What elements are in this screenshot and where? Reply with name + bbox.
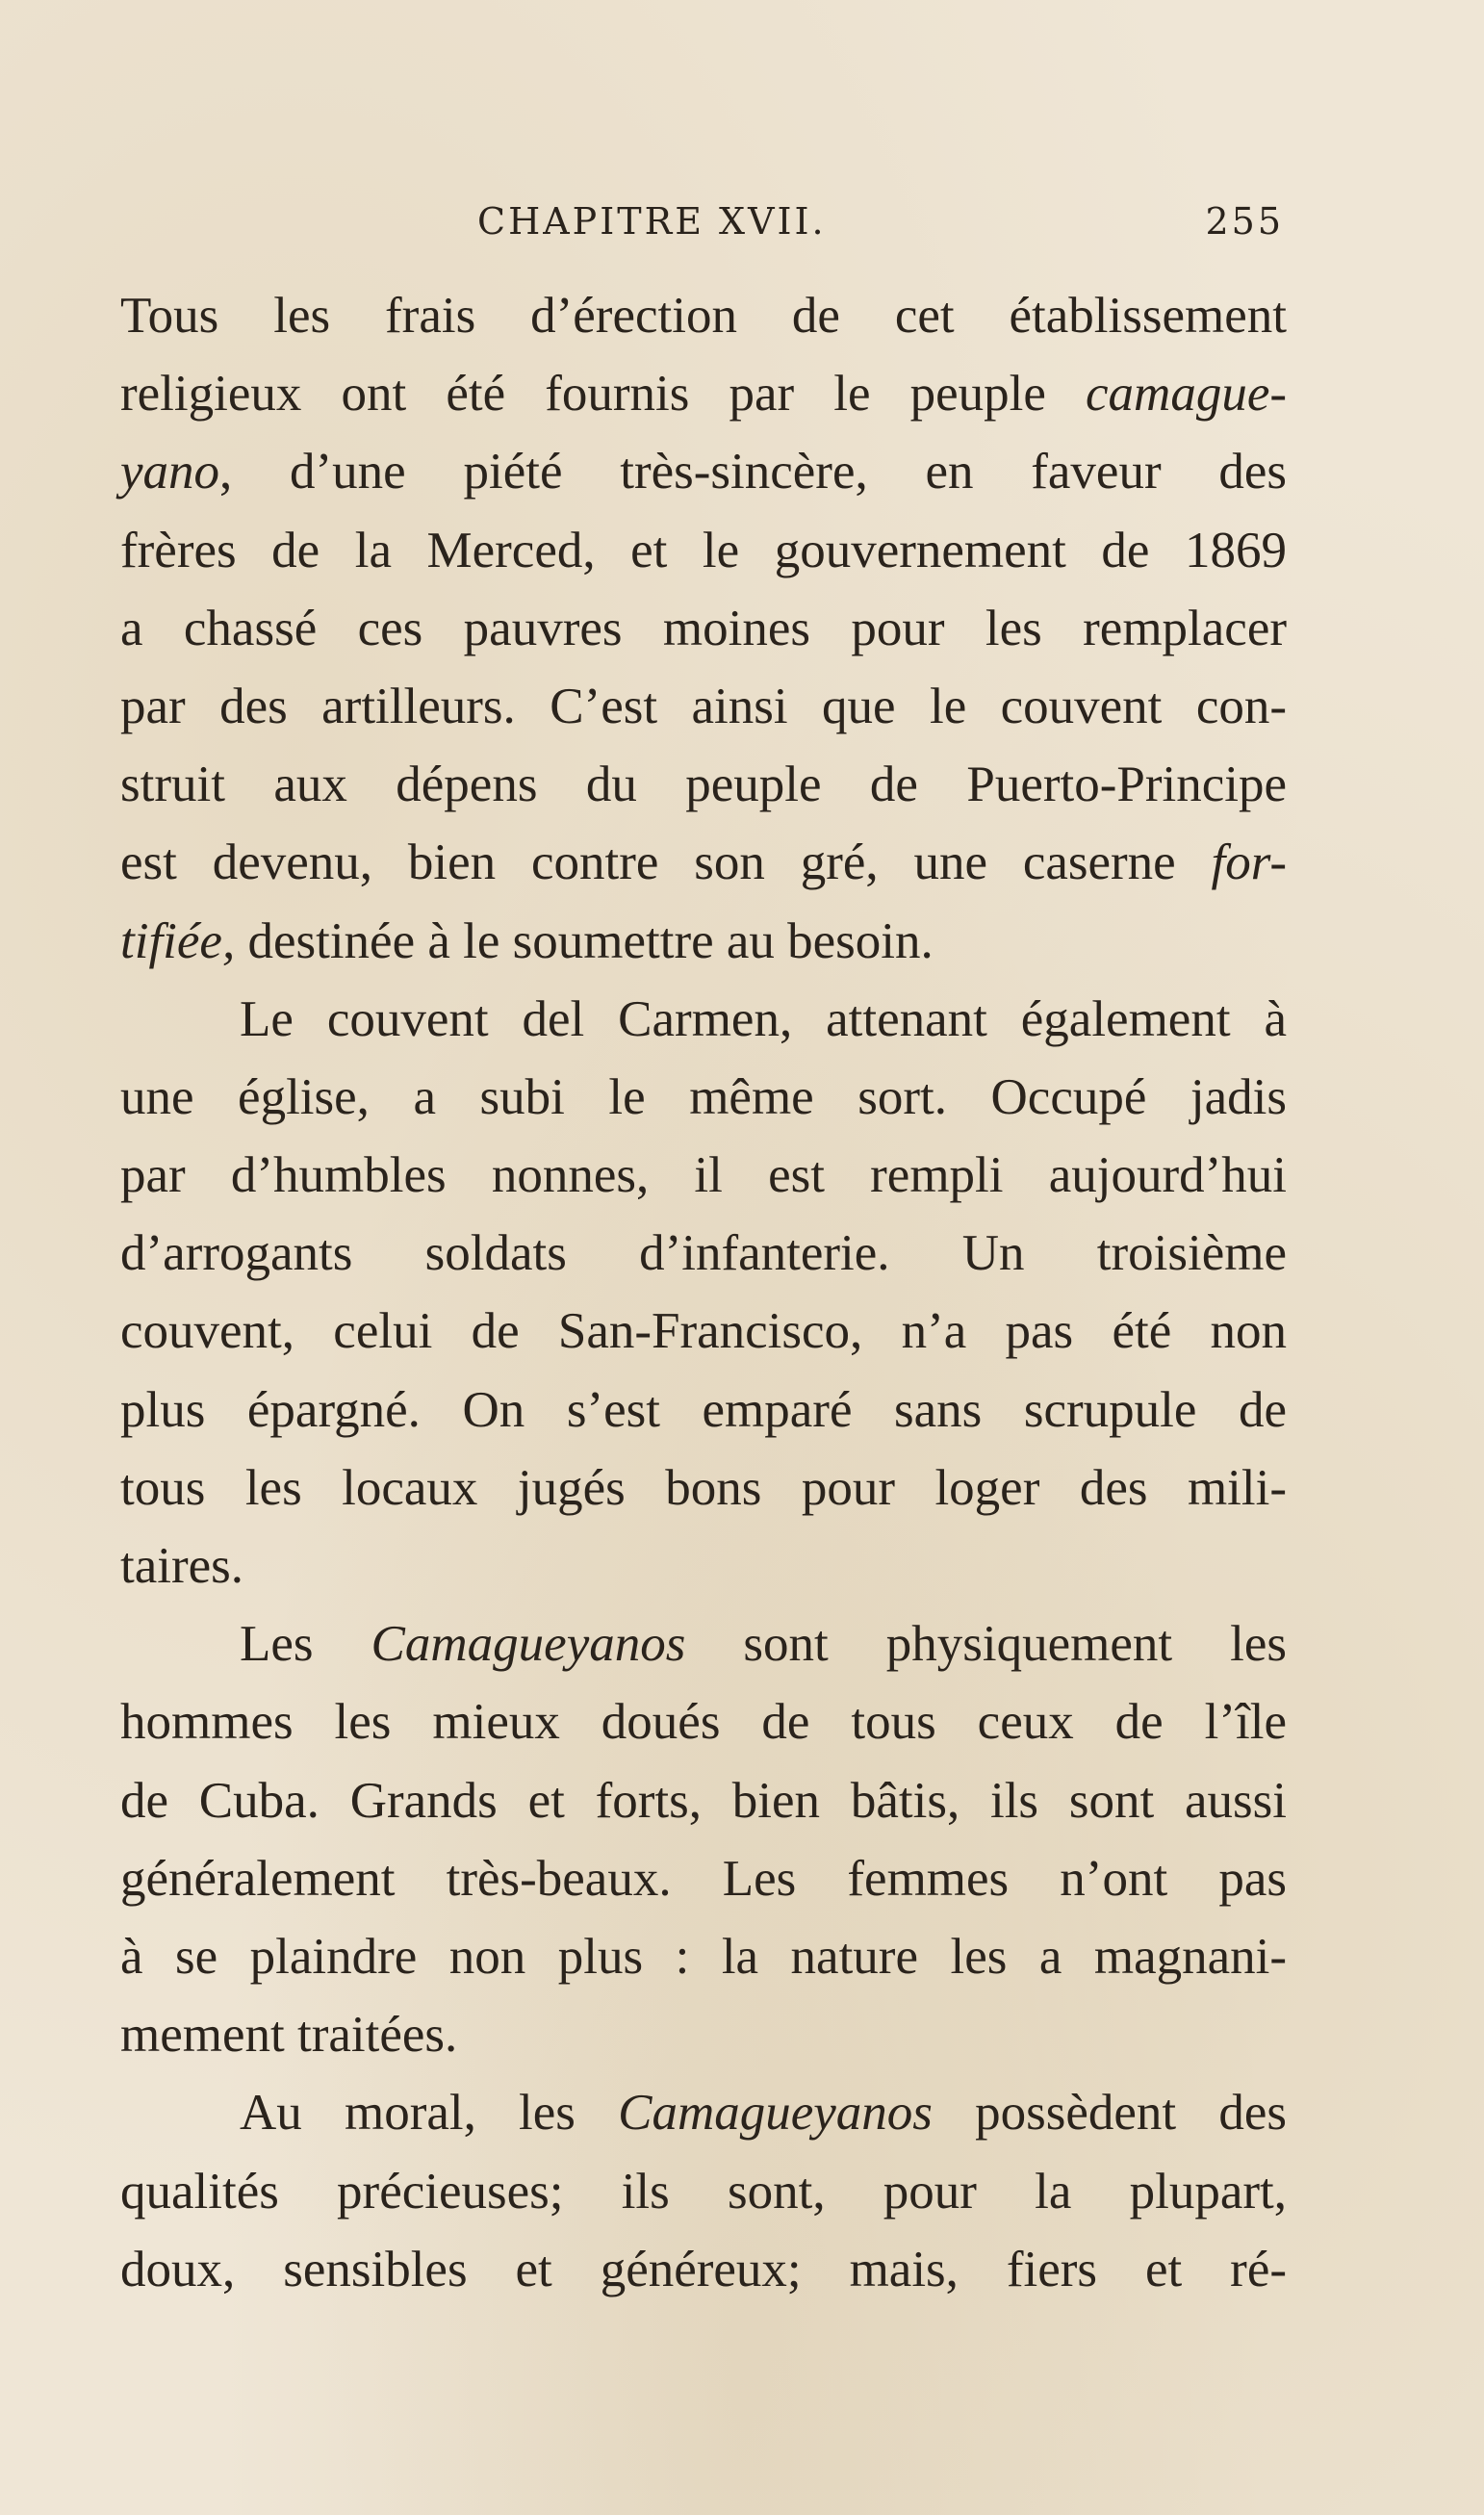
text-run: possèdent des xyxy=(932,2085,1287,2142)
text-line xyxy=(120,1372,1287,1450)
text-run: Les xyxy=(240,1616,371,1673)
text-line xyxy=(120,512,1287,590)
text-line xyxy=(120,1137,1287,1215)
text-run: a chassé ces pauvres moines pour les remplacer xyxy=(120,600,1287,656)
text-run: Au moral, les xyxy=(240,2085,619,2142)
text-line xyxy=(120,1527,1287,1605)
text-run: plus épargné. On s’est emparé sans scrupule de xyxy=(120,1381,1287,1438)
text-run: qualités précieuses; ils sont, pour la plupart, xyxy=(120,2163,1287,2220)
text-run: à se plaindre non plus : la nature les a magnani- xyxy=(120,1928,1287,1985)
text-run: taires. xyxy=(120,1538,244,1594)
text-line xyxy=(120,746,1287,824)
text-line xyxy=(120,903,1287,981)
text-run: d’arrogants soldats d’infanterie. Un troisième xyxy=(120,1225,1287,1282)
page-number: 255 xyxy=(1205,200,1284,243)
text-run: Tous les frais d’érection de cet établissement xyxy=(120,288,1287,344)
italic-text: yano xyxy=(120,444,220,500)
text-run: doux, sensibles et généreux; mais, fiers et ré- xyxy=(120,2241,1287,2297)
text-line xyxy=(120,277,1287,355)
text-line xyxy=(120,355,1287,433)
italic-text: Camagueyanos xyxy=(371,1616,686,1673)
text-run: par d’humbles nonnes, il est rempli aujourd’hui xyxy=(120,1147,1287,1204)
text-line xyxy=(120,668,1287,746)
text-run: est devenu, bien contre son gré, une caserne xyxy=(120,834,1212,891)
text-line xyxy=(120,1683,1287,1761)
text-run: une église, a subi le même sort. Occupé jadis xyxy=(120,1068,1287,1125)
text-run: religieux ont été fournis par le peuple xyxy=(120,366,1087,423)
text-line xyxy=(120,1762,1287,1840)
italic-text: for- xyxy=(1211,834,1287,891)
text-line xyxy=(120,1840,1287,1918)
text-run: frères de la Merced, et le gouvernement de 1869 xyxy=(120,522,1287,578)
text-run: , d’une piété très-sincère, en faveur des xyxy=(219,444,1287,500)
text-line xyxy=(120,590,1287,668)
text-run: Le couvent del Carmen, attenant également à xyxy=(240,990,1287,1047)
text-line xyxy=(120,1450,1287,1527)
running-header xyxy=(123,200,1284,258)
text-run: struit aux dépens du peuple de Puerto-Principe xyxy=(120,757,1287,813)
text-run: généralement très-beaux. Les femmes n’ont pas xyxy=(120,1850,1287,1907)
text-run: mement traitées. xyxy=(120,2007,458,2064)
text-line xyxy=(120,433,1287,511)
text-line xyxy=(120,1996,1287,2074)
italic-text: tifiée, xyxy=(120,912,236,969)
text-run: de Cuba. Grands et forts, bien bâtis, ils sont aussi xyxy=(120,1772,1287,1829)
text-run: tous les locaux jugés bons pour loger des mili- xyxy=(120,1459,1287,1516)
text-run: couvent, celui de San-Francisco, n’a pas été non xyxy=(120,1303,1287,1360)
italic-text: Camagueyanos xyxy=(618,2085,933,2142)
text-run: destinée à le soumettre au besoin. xyxy=(235,912,934,969)
text-line xyxy=(120,1293,1287,1371)
chapter-title: CHAPITRE XVII. xyxy=(477,200,827,243)
text-line xyxy=(120,2153,1287,2231)
text-run: hommes les mieux doués de tous ceux de l’île xyxy=(120,1694,1287,1751)
text-line xyxy=(120,1059,1287,1137)
text-line xyxy=(120,981,1287,1059)
text-run: par des artilleurs. C’est ainsi que le couvent con- xyxy=(120,678,1287,734)
body-text xyxy=(120,277,1287,2309)
italic-text: camague- xyxy=(1086,366,1287,423)
text-line xyxy=(120,824,1287,902)
text-line xyxy=(120,1215,1287,1293)
text-line xyxy=(120,2074,1287,2152)
text-line xyxy=(120,2231,1287,2309)
text-line xyxy=(120,1605,1287,1683)
text-line xyxy=(120,1918,1287,1996)
text-run: sont physiquement les xyxy=(685,1616,1287,1673)
